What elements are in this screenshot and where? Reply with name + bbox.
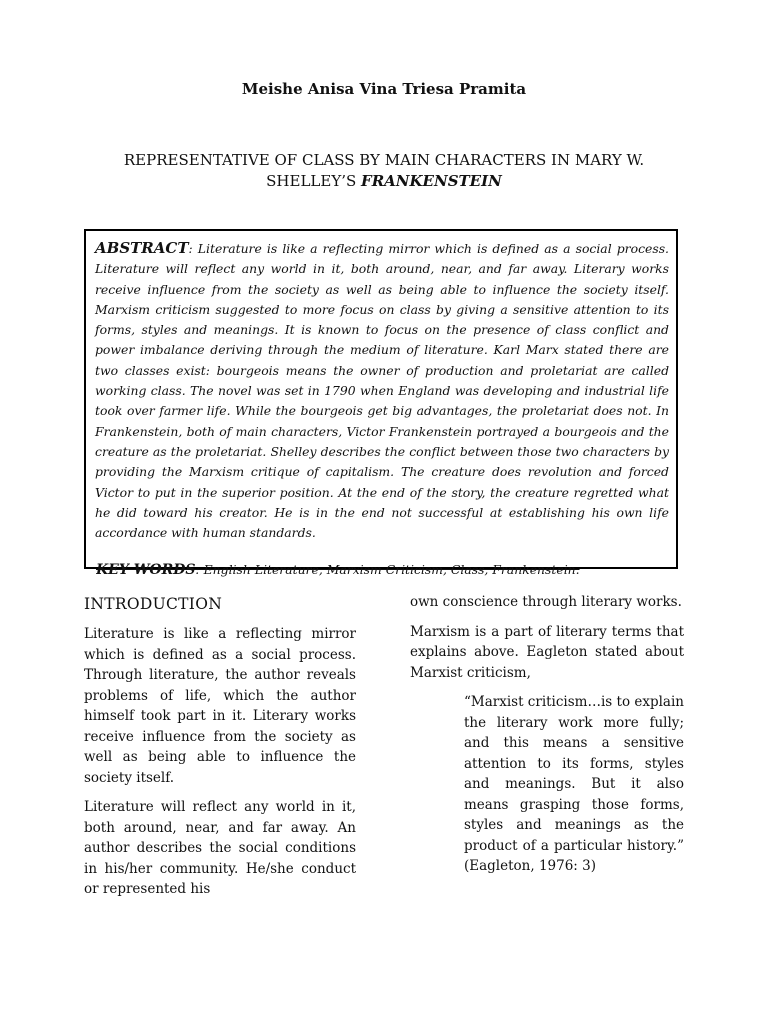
keywords-text: : English Literature, Marxism Criticism, Class, Frankenstein. [195, 562, 580, 577]
paper-title [80, 150, 688, 192]
paragraph: own conscience through literary works. [410, 594, 682, 610]
abstract-label: ABSTRACT [95, 239, 189, 257]
keywords [96, 560, 676, 580]
abstract-text: : Literature is like a reflecting mirror which is defined as a social process. Literature will reflect any world in it, both around, near, and far away. Literary works receive influence from the society as well as being able to influence the society itself. Marxism criticism suggested to more focus on class by giving a sensitive attention to its forms, styles and meanings. It is known to focus on the presence of class conflict and power imbalance deriving through the medium of literature. Karl Marx stated there are two classes exist: bourgeois means the owner of production and proletariat are called working class. The novel was set in 1790 when England was developing and industrial life took over farmer life. While the bourgeois get big advantages, the proletariat does not. In Frankenstein, both of main characters, Victor Frankenstein portrayed a bourgeois and the creature as the proletariat. Shelley describes the conflict between those two characters by providing the Marxism critique of capitalism. The creature does revolution and forced Victor to put in the superior position. At the end of the story, the creature regretted what he did toward his creator. He is in the end not successful at establishing his own life accordance with human standards. [95, 241, 669, 541]
author-name: Meishe Anisa Vina Triesa Pramita [241, 80, 527, 98]
title-italic: FRANKENSTEIN [361, 172, 502, 190]
right-column [410, 592, 684, 877]
keywords-label: KEY WORDS [96, 562, 196, 578]
paragraph: Literature is like a reflecting mirror which is defined as a social process. Through literature, the author reveals problems of life, which the author himself took part in it. Literary works receive influence from the society as well as being able to influence the society itself. [84, 626, 356, 786]
block-quote: “Marxist criticism…is to explain the literary work more fully; and this means a sensitive attention to its forms, styles and meanings. But it also means grasping those forms, styles and meanings as the product of a particular history.” (Eagleton, 1976: 3) [464, 694, 684, 874]
left-column [84, 592, 356, 909]
paragraph: Literature will reflect any world in it, both around, near, and far away. An author describes the social conditions in his/her community. He/she conduct or represented his [84, 799, 356, 897]
abstract [95, 238, 669, 543]
section-heading: INTRODUCTION [84, 595, 223, 613]
paragraph: Marxism is a part of literary terms that explains above. Eagleton stated about Marxist criticism, [410, 623, 684, 681]
abstract-box [84, 229, 678, 569]
title-main: REPRESENTATIVE OF CLASS BY MAIN CHARACTERS IN MARY W. SHELLEY’S [123, 151, 645, 190]
